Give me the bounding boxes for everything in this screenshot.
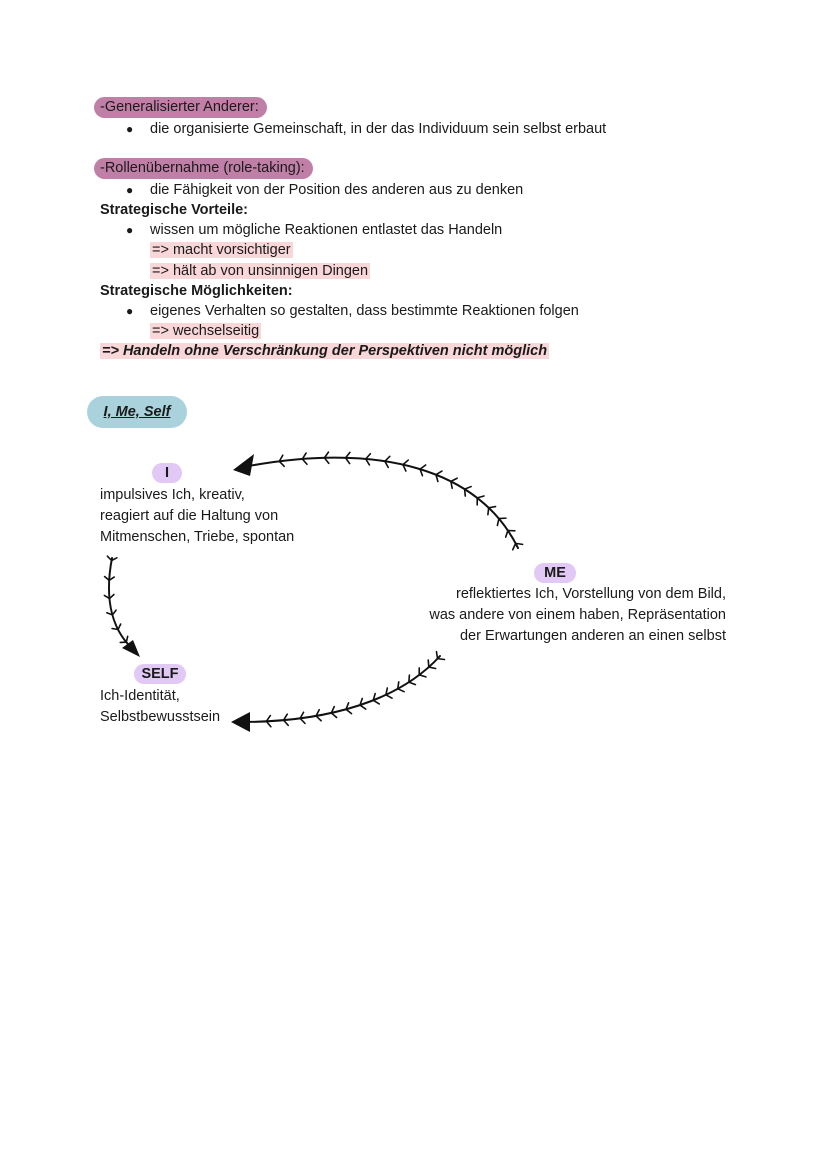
arrow-feather-tick <box>112 629 118 630</box>
arrow-feather-tick <box>436 652 437 659</box>
arrow-feather-tick <box>497 519 499 526</box>
arrow-feather-tick <box>420 465 426 469</box>
arrow-feather-tick <box>419 675 426 677</box>
arrow-feather-tick <box>513 543 516 549</box>
bullet-text: die organisierte Gemeinschaft, in der das Individuum sein selbst erbaut <box>150 121 607 137</box>
arrow-feather-tick <box>398 689 404 692</box>
bullet-text: wissen um mögliche Reaktionen entlastet das Handeln <box>150 222 503 238</box>
arrowhead <box>231 712 250 732</box>
arrow-feather-tick <box>118 624 121 629</box>
node-i-text: impulsives Ich, kreativ, <box>100 487 245 503</box>
arrow-feather-tick <box>438 659 445 660</box>
heading-generalized-other: -Generalisierter Anderer: <box>94 97 267 118</box>
arrow-feather-tick <box>403 460 408 465</box>
arrow-feather-tick <box>302 459 307 464</box>
arrow-feather-tick <box>386 695 392 698</box>
conclusion: => Handeln ohne Verschränkung der Perspektiven nicht möglich <box>102 343 548 359</box>
bullet-text: eigenes Verhalten so gestalten, dass bestimmte Reaktionen folgen <box>150 303 579 319</box>
arrow-feather-tick <box>436 471 442 475</box>
sub-point: => wechselseitig <box>152 323 260 339</box>
arrow-me-to-self <box>240 656 440 722</box>
bullet-text: die Fähigkeit von der Position des anderen aus zu denken <box>150 182 524 198</box>
arrow-feather-tick <box>465 489 466 496</box>
arrow-feather-tick <box>506 530 508 537</box>
arrow-feather-tick <box>477 496 484 498</box>
arrow-feather-tick <box>429 667 436 668</box>
node-i-label: I <box>152 463 182 483</box>
node-i-text: reagiert auf die Haltung von <box>100 508 279 524</box>
arrow-feather-tick <box>409 682 416 684</box>
heading-strategic-possibilities: Strategische Möglichkeiten: <box>100 283 293 299</box>
node-me-label: ME <box>534 563 576 583</box>
arrow-feather-tick <box>488 508 489 515</box>
diagram-title: I, Me, Self <box>87 396 187 428</box>
bullet-dot: ● <box>126 304 134 318</box>
arrow-feather-tick <box>385 456 390 461</box>
bullet-dot: ● <box>126 122 134 136</box>
arrow-feather-tick <box>346 709 352 713</box>
node-self-text: Ich-Identität, <box>100 688 180 704</box>
heading-strategic-advantages: Strategische Vorteile: <box>100 202 249 218</box>
arrow-feather-tick <box>409 675 410 682</box>
arrow-feather-tick <box>300 718 305 723</box>
arrow-feather-tick <box>331 713 336 718</box>
arrow-feather-tick <box>398 682 399 689</box>
node-self-label: SELF <box>134 664 186 684</box>
arrow-i-to-self <box>109 558 136 652</box>
node-i-text: Mitmenschen, Triebe, spontan <box>100 529 295 545</box>
arrow-feather-tick <box>126 636 127 642</box>
node-me-text: der Erwartungen anderen an einen selbst <box>459 628 726 644</box>
arrow-feather-tick <box>373 700 379 704</box>
arrow-feather-tick <box>279 461 284 466</box>
node-self-text: Selbstbewusstsein <box>100 709 221 725</box>
arrow-feather-tick <box>465 487 472 490</box>
sub-point: => macht vorsichtiger <box>152 242 291 258</box>
node-me-text: reflektiertes Ich, Vorstellung von dem Bild, <box>456 586 726 602</box>
heading-role-taking: -Rollenübernahme (role-taking): <box>94 158 313 179</box>
bullet-dot: ● <box>126 183 134 197</box>
arrow-feather-tick <box>316 716 321 721</box>
arrow-feather-tick <box>112 610 116 615</box>
sub-point: => hält ab von unsinnigen Dingen <box>152 263 369 279</box>
arrow-feather-tick <box>516 543 523 544</box>
arrow-feather-tick <box>428 660 429 667</box>
arrow-feather-tick <box>451 478 457 481</box>
arrowhead <box>233 454 254 476</box>
node-me-text: was andere von einem haben, Repräsentation <box>429 607 726 623</box>
bullet-dot: ● <box>126 223 134 237</box>
arrow-feather-tick <box>489 507 496 508</box>
arrow-feather-tick <box>360 705 366 709</box>
